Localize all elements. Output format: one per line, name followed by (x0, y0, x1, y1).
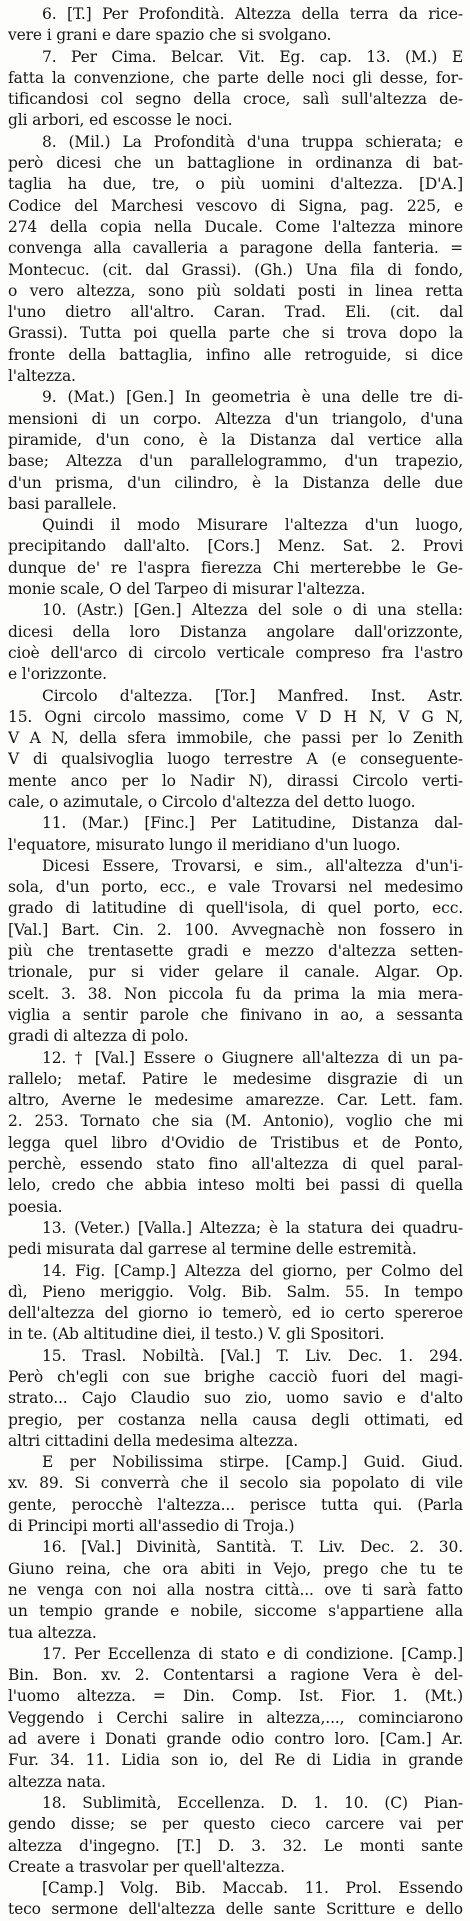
text-line: 10. (Astr.) [Gen.] Altezza del sole o di una stella: (42, 601, 463, 620)
text-line: Però ch'egli con sue brighe cacciò fuori del magi- (8, 1368, 463, 1386)
text-line: d'un prisma, d'un cilindro, è la Distanza delle due (8, 473, 463, 492)
text-line: convenga alla cavalleria a paragone della fanteria. = (8, 239, 463, 258)
text-line: altri cittadini della medesima altezza. (8, 1431, 298, 1450)
text-line: E per Nobilissima stirpe. [Camp.] Guid. Giud. (42, 1453, 463, 1472)
text-line: rallelo; metaf. Patire le medesime disgrazie di un (8, 1069, 463, 1088)
text-line: più che trentasette gradi e mezzo d'altezza setten- (8, 942, 463, 961)
text-line: Fur. 34. 11. Lidia son io, del Re di Lidia in grande (8, 1751, 463, 1770)
text-line: dicesi della loro Distanza angolare dall'orizzonte, (8, 622, 463, 641)
text-line: 15. Ogni circolo massimo, come V D H N, V G N, (8, 707, 463, 726)
text-line: tua altezza. (8, 1623, 97, 1642)
text-line: perchè, essendo stato fino all'altezza di quel paral- (8, 1155, 463, 1174)
text-line: 15. Trasl. Nobiltà. [Val.] T. Liv. Dec. 1. 294. (42, 1346, 463, 1365)
text-line: gente, perocchè l'altezza... perisce tutta qui. (Parla (8, 1495, 463, 1514)
text-line: in te. (Ab altitudine diei, il testo.) V. gli Spositori. (8, 1325, 385, 1344)
text-line: piramide, d'un cono, è la Distanza dal vertice alla (8, 430, 463, 449)
text-line: un tempio grande e nobile, siccome s'appartiene alla (8, 1602, 463, 1621)
text-line: Circolo d'altezza. [Tor.] Manfred. Inst. Astr. (42, 686, 463, 705)
text-line: Veggendo i Cerchi salire in altezza,..., cominciarono (8, 1708, 463, 1727)
text-line: trionale, pur si vider gelare il canale. Algar. Op. (8, 963, 463, 982)
text-line: 2. 253. Tornato che sia (M. Antonio), voglio che mi (8, 1112, 463, 1131)
text-line: dì, Pieno meriggio. Volg. Bib. Salm. 55. In tempo (8, 1282, 463, 1301)
text-line: gendo disse; se per questo cieco carcere vai per (8, 1815, 463, 1834)
text-line: Giuno reina, che ora abiti in Vejo, prego che tu te (8, 1559, 463, 1578)
text-line: l'uomo altezza. = Din. Comp. Ist. Fior. 1. (Mt.) (8, 1687, 463, 1706)
text-line: pregio, per costanza nella causa degli ottimati, ed (8, 1410, 463, 1429)
text-line: o vero altezza, sono più soldati posti in linea retta (8, 281, 463, 300)
text-line: V A N, della sfera immobile, che passi per lo Zenith (8, 729, 463, 748)
text-line: 11. (Mar.) [Finc.] Per Latitudine, Distanza dal- (42, 814, 463, 833)
text-line: 7. Per Cima. Belcar. Vit. Eg. cap. 13. (M.) E (42, 47, 463, 66)
text-line: fatta la convenzione, che parte delle noci gli desse, for- (8, 68, 463, 87)
text-line: Create a trasvolar per quell'altezza. (8, 1857, 285, 1876)
text-line: Dicesi Essere, Trovarsi, e sim., all'altezza d'un'i- (42, 856, 463, 875)
text-line: [Camp.] Volg. Bib. Maccab. 11. Prol. Essendo (42, 1879, 463, 1898)
text-line: Codice del Marchesi vescovo di Signa, pag. 225, e (8, 196, 463, 215)
text-line: altezza nata. (8, 1772, 106, 1791)
dictionary-entry-column (8, 4, 463, 1921)
text-line: ad avere i Donati grande odio contro loro. [Cam.] Ar. (8, 1730, 463, 1749)
text-line: viglia a sentir parole che finivano in ao, a sessanta (8, 1005, 463, 1024)
text-line: dell'altezza del giorno io temerò, ed io certo spereroe (8, 1304, 463, 1323)
text-line: [Val.] Bart. Cin. 2. 100. Avvegnachè non fossero in (8, 920, 463, 939)
text-line: l'equatore, misurato lungo il meridiano d'un luogo. (8, 835, 401, 854)
text-line: basi parallele. (8, 494, 117, 513)
text-line: strato... Cajo Claudio suo zio, uomo savio e d'alto (8, 1389, 463, 1408)
text-line: però dicesi che un battaglione in ordinanza di bat- (8, 154, 463, 173)
text-line: base; Altezza d'un parallelogrammo, d'un trapezio, (8, 452, 463, 471)
text-line: 18. Sublimità, Eccellenza. D. 1. 10. (C) Pian- (42, 1793, 463, 1812)
text-line: gli arbori, ed escosse le noci. (8, 111, 233, 130)
text-line: Montecuc. (cit. dal Grassi). (Gh.) Una fila di fondo, (8, 260, 463, 279)
text-line: teco sermone dell'altezza delle sante Scritture e dello (8, 1900, 463, 1919)
text-line: Bin. Bon. xv. 2. Contentarsi a ragione Vera è del- (8, 1666, 463, 1685)
text-line: 16. [Val.] Divinità, Santità. T. Liv. Dec. 2. 30. (42, 1538, 463, 1557)
text-line: altezza d'ingegno. [T.] D. 3. 32. Le monti sante (8, 1836, 463, 1855)
text-line: 13. (Veter.) [Valla.] Altezza; è la statura dei quadru- (42, 1218, 463, 1237)
text-line: di Principi morti all'assedio di Troja.) (8, 1517, 295, 1536)
text-line: mente anco per lo Nadir N), dirassi Circolo verti- (8, 771, 463, 790)
text-line: xv. 89. Si converrà che il secolo sia popolato di vile (8, 1474, 463, 1493)
text-line: gradi di altezza di polo. (8, 1027, 189, 1046)
text-line: legga quel libro d'Ovidio de Tristibus et de Ponto, (8, 1133, 463, 1152)
text-line: l'uno dietro all'altro. Caran. Trad. Eli. (cit. dal (8, 303, 463, 322)
text-line: cale, o azimutale, o Circolo d'altezza del detto luogo. (8, 792, 416, 811)
text-line: scelt. 3. 38. Non piccola fu da prima la mia mera- (8, 984, 463, 1003)
text-line: lelo, credo che abbia inteso molti bei passi di quella (8, 1176, 463, 1195)
text-line: 17. Per Eccellenza di stato e di condizione. [Camp.] (42, 1644, 463, 1663)
text-line: 12. † [Val.] Essere o Giugnere all'altezza di un pa- (42, 1048, 463, 1067)
text-line: dunque de' re l'aspra fierezza Chi merterebbe le Ge- (8, 558, 463, 577)
text-line: V di qualsivoglia luogo terrestre A (e conseguente- (8, 750, 463, 769)
text-line: e l'orizzonte. (8, 665, 107, 684)
text-line: fronte della battaglia, infino alle retroguide, si dice (8, 345, 463, 364)
text-line: cioè dell'arco di circolo verticale compreso fra l'astro (8, 643, 463, 662)
text-line: pedi misurata dal garrese al termine delle estremità. (8, 1240, 417, 1259)
text-line: taglia ha due, tre, o più uomini d'altezza. [D'A.] (8, 175, 463, 194)
text-line: tificandosi col segno della croce, salì sull'altezza de- (8, 90, 463, 109)
text-line: 8. (Mil.) La Profondità d'una truppa schierata; e (42, 132, 463, 151)
text-line: sola, d'un porto, ecc., e vale Trovarsi nel medesimo (8, 878, 463, 897)
text-line: 9. (Mat.) [Gen.] In geometria è una delle tre di- (42, 388, 463, 407)
text-line: ne venga con noi alla nostra città... ove ti sarà fatto (8, 1580, 463, 1599)
text-line: l'altezza. (8, 367, 76, 386)
text-line: altro, Averne le medesime amarezze. Car. Lett. fam. (8, 1091, 463, 1110)
text-line: Quindi il modo Misurare l'altezza d'un luogo, (42, 516, 463, 535)
text-line: 274 della copia nella Ducale. Come l'altezza minore (8, 217, 463, 236)
text-line: vere i grani e dare spazio che si svolgano. (8, 26, 332, 45)
text-line: 14. Fig. [Camp.] Altezza del giorno, per Colmo del (42, 1261, 463, 1280)
text-line: precipitando dall'alto. [Cors.] Menz. Sat. 2. Provi (8, 537, 463, 556)
text-line: Grassi). Tutta poi quella parte che si trova dopo la (8, 324, 463, 343)
text-line: monie scale, O del Tarpeo di misurar l'altezza. (8, 580, 366, 599)
text-line: 6. [T.] Per Profondità. Altezza della terra da rice- (42, 5, 463, 23)
text-line: mensioni di un corpo. Altezza d'un triangolo, d'una (8, 409, 463, 428)
text-line: poesia. (8, 1197, 63, 1216)
text-line: grado di latitudine di quell'isola, di quel porto, ecc. (8, 899, 463, 918)
